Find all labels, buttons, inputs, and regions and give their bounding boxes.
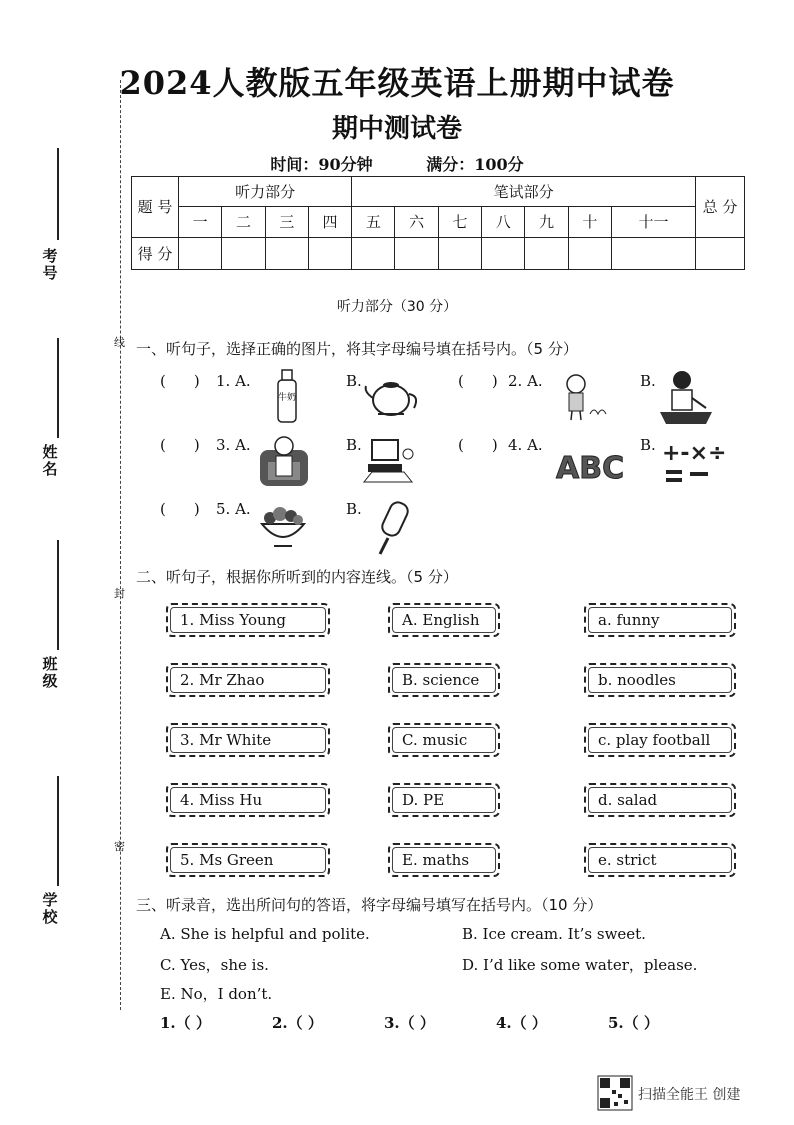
school-rule [57, 776, 59, 886]
teacher-item-2[interactable]: 2. Mr Zhao [166, 663, 330, 697]
col-header: 五 [352, 207, 395, 237]
math-symbols-icon [660, 436, 727, 488]
col-header: 十 [568, 207, 611, 237]
score-cell[interactable] [525, 237, 568, 269]
answer-paren-4[interactable]: ( ) [458, 436, 498, 454]
q2-a-label: 2. A. [508, 372, 543, 390]
answer-blank-2[interactable]: 2.（ ） [272, 1014, 323, 1032]
score-cell[interactable] [482, 237, 525, 269]
score-cell[interactable] [352, 237, 395, 269]
row-label-score: 得 分 [132, 237, 179, 269]
section1-heading: 一、听句子，选择正确的图片，将其字母编号填在括号内。（5 分） [136, 340, 578, 358]
score-cell[interactable] [265, 237, 308, 269]
svg-text:+-×÷: +-×÷ [662, 441, 727, 466]
col-header: 四 [308, 207, 351, 237]
binding-line [120, 80, 121, 1010]
score-cell[interactable] [395, 237, 438, 269]
score-cell[interactable] [611, 237, 695, 269]
page-subtitle: 期中测试卷 [331, 114, 462, 144]
writing-group-header: 笔试部分 [352, 177, 696, 207]
option-a: A. She is helpful and polite. [160, 925, 370, 943]
score-table [131, 176, 745, 270]
answer-blank-3[interactable]: 3.（ ） [384, 1014, 435, 1032]
teapot-icon [364, 374, 420, 418]
milk-bottle-icon [272, 368, 302, 424]
abc-letters-icon [554, 436, 625, 486]
total-header: 总 分 [696, 177, 745, 238]
school-label: 学校 [42, 891, 58, 926]
computer-icon [364, 436, 420, 482]
milk-label-text: 牛奶 [277, 393, 297, 403]
q3-a-label: 3. A. [216, 436, 251, 454]
teacher-item-4[interactable]: 4. Miss Hu [166, 783, 330, 817]
washing-dishes-icon [656, 368, 716, 426]
col-header: 十一 [611, 207, 695, 237]
section3-heading: 三、听录音，选出所问句的答语，将字母编号填写在括号内。（10 分） [136, 896, 603, 914]
exam-number-label: 考号 [42, 247, 58, 282]
section2-heading: 二、听句子，根据你所听到的内容连线。（5 分） [136, 568, 458, 586]
score-cell[interactable] [568, 237, 611, 269]
answer-paren-5[interactable]: ( ) [160, 500, 200, 518]
col-header: 三 [265, 207, 308, 237]
q3-b-label: B. [346, 436, 362, 454]
answer-paren-1[interactable]: ( ) [160, 372, 200, 390]
trait-item-c[interactable]: c. play football [584, 723, 736, 757]
score-cell[interactable] [179, 237, 222, 269]
col-header: 六 [395, 207, 438, 237]
col-header: 九 [525, 207, 568, 237]
binding-mark-secret: 密 [114, 840, 125, 853]
listening-section-title: 听力部分（30 分） [336, 299, 458, 315]
woman-in-armchair-icon [256, 432, 312, 490]
subject-item-a[interactable]: A. English [388, 603, 500, 637]
name-label: 姓名 [42, 443, 58, 478]
answer-paren-3[interactable]: ( ) [160, 436, 200, 454]
row-label-number: 题 号 [132, 177, 179, 238]
q5-b-label: B. [346, 500, 362, 518]
answer-blank-1[interactable]: 1.（ ） [160, 1014, 211, 1032]
exam-time: 时间：90分钟 [270, 155, 373, 174]
ice-cream-icon [372, 500, 416, 556]
q5-a-label: 5. A. [216, 500, 251, 518]
exam-full-score: 满分：100分 [426, 155, 524, 174]
binding-mark-seal: 封 [114, 587, 125, 600]
option-e: E. No，I don’t. [160, 985, 273, 1003]
binding-mark-line: 线 [114, 336, 125, 349]
qr-code-icon [598, 1076, 632, 1110]
kind-girl-icon [556, 370, 608, 422]
exam-number-rule [57, 148, 59, 240]
trait-item-e[interactable]: e. strict [584, 843, 736, 877]
class-rule [57, 540, 59, 650]
score-cell[interactable] [222, 237, 265, 269]
col-header: 一 [179, 207, 222, 237]
option-c: C. Yes，she is. [160, 956, 269, 974]
q4-b-label: B. [640, 436, 656, 454]
trait-item-b[interactable]: b. noodles [584, 663, 736, 697]
col-header: 八 [482, 207, 525, 237]
score-cell[interactable] [438, 237, 481, 269]
option-d: D. I’d like some water，please. [462, 956, 698, 974]
subject-item-e[interactable]: E. maths [388, 843, 500, 877]
teacher-item-3[interactable]: 3. Mr White [166, 723, 330, 757]
trait-item-a[interactable]: a. funny [584, 603, 736, 637]
subject-item-b[interactable]: B. science [388, 663, 500, 697]
teacher-item-5[interactable]: 5. Ms Green [166, 843, 330, 877]
subject-item-d[interactable]: D. PE [388, 783, 500, 817]
col-header: 七 [438, 207, 481, 237]
q4-a-label: 4. A. [508, 436, 543, 454]
answer-blank-5[interactable]: 5.（ ） [608, 1014, 659, 1032]
trait-item-d[interactable]: d. salad [584, 783, 736, 817]
col-header: 二 [222, 207, 265, 237]
subject-item-c[interactable]: C. music [388, 723, 500, 757]
answer-blank-4[interactable]: 4.（ ） [496, 1014, 547, 1032]
answer-paren-2[interactable]: ( ) [458, 372, 498, 390]
teacher-item-1[interactable]: 1. Miss Young [166, 603, 330, 637]
scanner-watermark: 扫描全能王 创建 [638, 1087, 741, 1103]
class-label: 班级 [42, 655, 58, 690]
listening-group-header: 听力部分 [179, 177, 352, 207]
name-rule [57, 338, 59, 438]
score-cell[interactable] [696, 237, 745, 269]
svg-text:ABC: ABC [556, 451, 625, 486]
q2-b-label: B. [640, 372, 656, 390]
score-cell[interactable] [308, 237, 351, 269]
page-title: 2024人教版五年级英语上册期中试卷 [119, 64, 675, 102]
q1-a-label: 1. A. [216, 372, 251, 390]
option-b: B. Ice cream. It’s sweet. [462, 925, 646, 943]
q1-b-label: B. [346, 372, 362, 390]
salad-bowl-icon [258, 500, 308, 550]
